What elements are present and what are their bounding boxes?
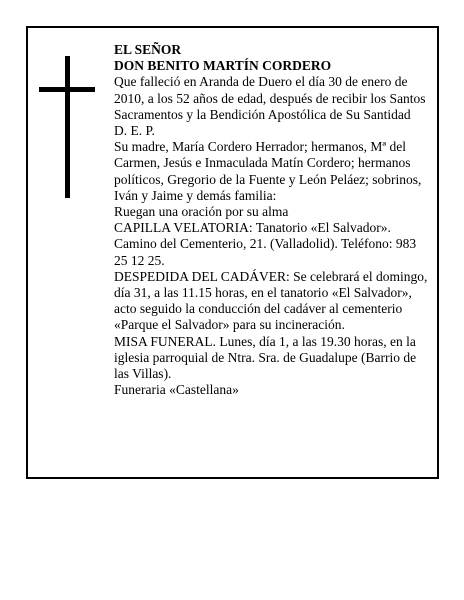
obituary-text [114,42,432,398]
honorific-heading: EL SEÑOR [114,42,182,57]
latin-cross-icon [39,56,95,198]
deceased-name: DON BENITO MARTÍN CORDERO [114,58,332,74]
wake-chapel-info: CAPILLA VELATORIA: Tanatorio «El Salvador». Camino del Cementerio, 21. (Valladolid). Teléfono: 983 25 12 25. [114,220,417,268]
funeral-mass-info: MISA FUNERAL. Lunes, día 1, a las 19.30 horas, en la iglesia parroquial de Ntra. Sra. de Guadalupe (Barrio de las Villas). [114,333,417,382]
rip-line: D. E. P. [114,123,155,139]
prayer-request: Ruegan una oración por su alma [114,204,289,220]
death-announcement: Que falleció en Aranda de Duero el día 30 de enero de 2010, a los 52 años de edad, después de recibir los Santos Sacramentos y la Bendición Apostólica de Su Santidad [114,74,426,122]
cross-vertical-bar [65,56,70,198]
obituary-notice [26,26,439,479]
funeral-home: Funeraria «Castellana» [114,382,239,398]
cross-horizontal-bar [39,87,95,92]
family-list: Su madre, María Cordero Herrador; hermanos, Mª del Carmen, Jesús e Inmaculada Matín Cordero; hermanos políticos, Gregorio de la Fuente y León Peláez; sobrinos, Iván y Jaime y demás familia: [114,139,422,203]
farewell-info: DESPEDIDA DEL CADÁVER: Se celebrará el domingo, día 31, a las 11.15 horas, en el tanatorio «El Salvador», acto seguido la conducción del cadáver al cementerio «Parque el Salvador» para su incineración. [114,268,428,333]
